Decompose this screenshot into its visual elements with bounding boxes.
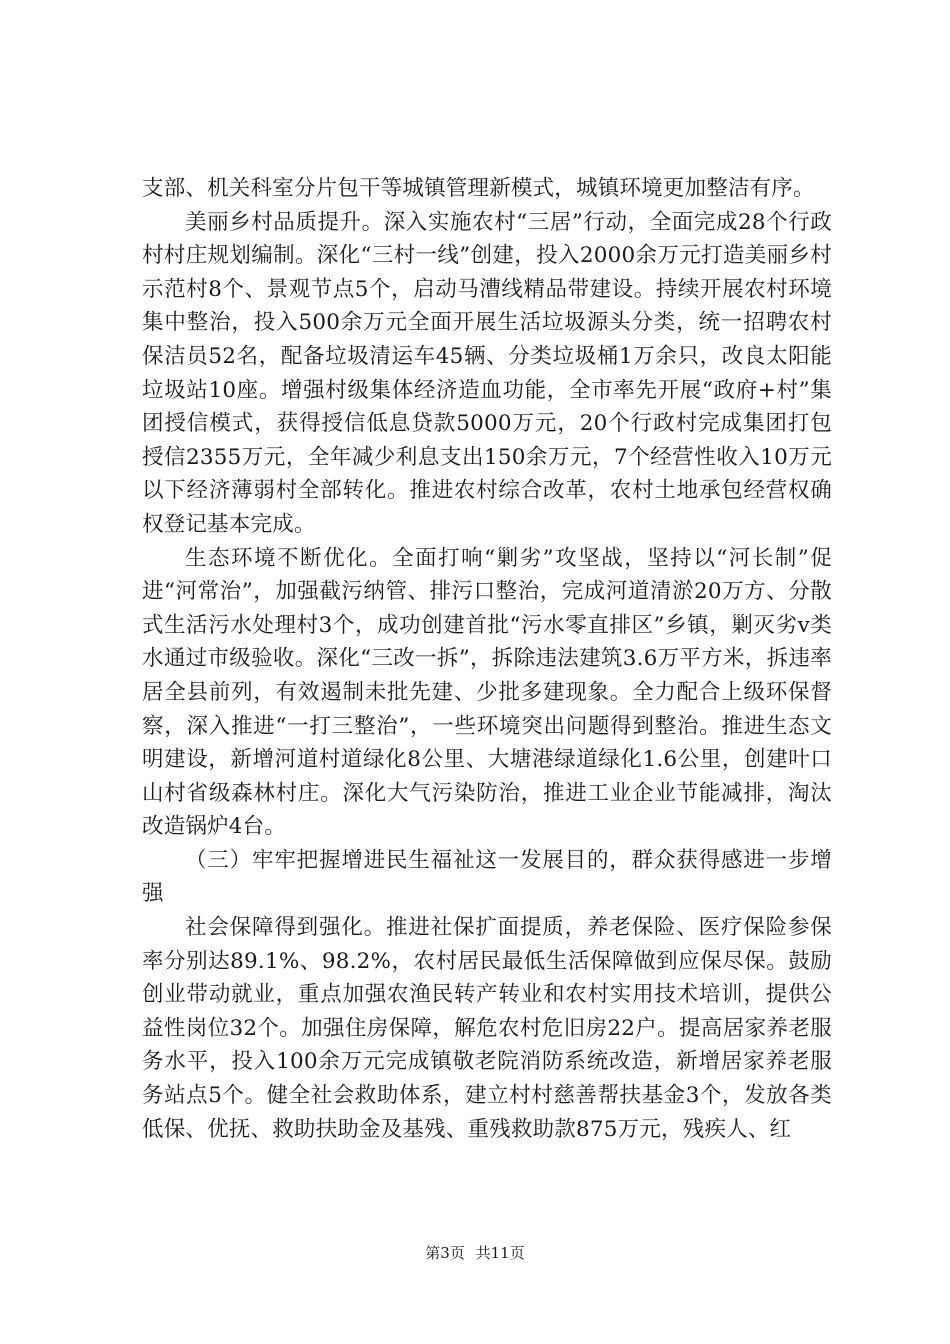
- paragraph-beautiful-village: 美丽乡村品质提升。深入实施农村“三居”行动，全面完成28个行政村村庄规划编制。深化“三村一线”创建，投入2000余万元打造美丽乡村示范村8个、景观节点5个，启动马漕线精品带建设。持续开展农村环境集中整治，投入500余万元全面开展生活垃圾源头分类，统一招聘农村保洁员52名，配备垃圾清运车45辆、分类垃圾桶1万余只，改良太阳能垃圾站10座。增强村级集体经济造血功能，全市率先开展“政府+村”集团授信模式，获得授信低息贷款5000万元，20个行政村完成集团打包授信2355万元，全年减少利息支出150余万元，7个经营性收入10万元以下经济薄弱村全部转化。推进农村综合改革，农村土地承包经营权确权登记基本完成。: [142, 209, 832, 537]
- section-heading-livelihood: （三）牢牢把握增进民生福祉这一发展目的，群众获得感进一步增强: [142, 847, 832, 907]
- paragraph-social-security: 社会保障得到强化。推进社保扩面提质，养老保险、医疗保险参保率分别达89.1%、98.2%，农村居民最低生活保障做到应保尽保。鼓励创业带动就业，重点加强农渔民转产转业和农村实用技术培训，提供公益性岗位32个。加强住房保障，解危农村危旧房22户。提高居家养老服务水平，投入100余万元完成镇敬老院消防系统改造，新增居家养老服务站点5个。健全社会救助体系，建立村村慈善帮扶基金3个，发放各类低保、优抚、救助扶助金及基残、重残救助款875万元，残疾人、红: [142, 915, 832, 1142]
- paragraph-continuation: 支部、机关科室分片包干等城镇管理新模式，城镇环境更加整洁有序。: [142, 176, 815, 201]
- page-number: 第3页: [425, 1244, 465, 1262]
- page-footer: [0, 1243, 950, 1263]
- document-body: [142, 172, 832, 1146]
- paragraph-ecology: 生态环境不断优化。全面打响“剿劣”攻坚战，坚持以“河长制”促进“河常治”，加强截污纳管、排污口整治，完成河道清淤20万方、分散式生活污水处理村3个，成功创建首批“污水零直排区”乡镇，剿灭劣v类水通过市级验收。深化“三改一拆”，拆除违法建筑3.6万平方米，拆违率居全县前列，有效遏制未批先建、少批多建现象。全力配合上级环保督察，深入推进“一打三整治”，一些环境突出问题得到整治。推进生态文明建设，新增河道村道绿化8公里、大塘港绿道绿化1.6公里，创建叶口山村省级森林村庄。深化大气污染防治，推进工业企业节能减排，淘汰改造锅炉4台。: [142, 545, 832, 840]
- page-total: 共11页: [475, 1244, 525, 1262]
